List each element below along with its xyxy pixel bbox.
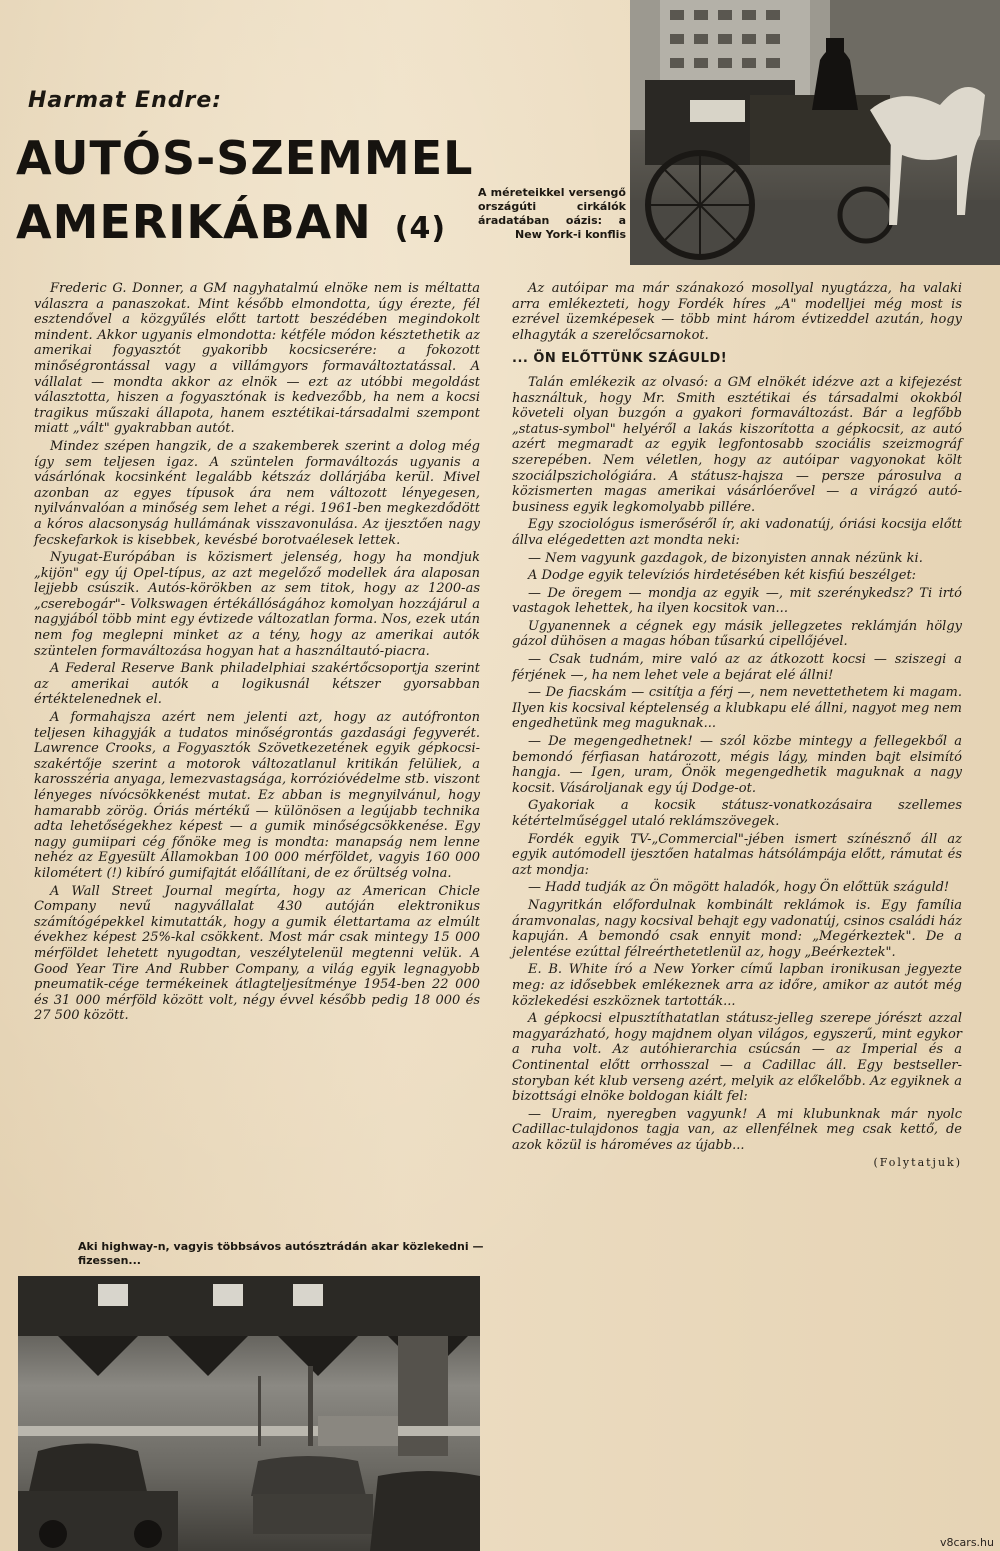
paragraph: A Federal Reserve Bank philadelphiai szakértőcsoportja szerint az amerikai autók a logikusnál kétszer gyorsabban értéktelenednek el. <box>34 661 480 708</box>
paragraph: — De fiacskám — csitítja a férj —, nem nevettethetem ki magam. Ilyen kis kocsival képtelenség a klubkapu elé állni, nagyot meg nem engedhetünk meg maguknak... <box>512 685 962 732</box>
site-watermark: v8cars.hu <box>940 1536 994 1549</box>
article-title <box>16 126 473 261</box>
paragraph: — Uraim, nyeregben vagyunk! A mi klubunknak már nyolc Cadillac-tulajdonos tagja van, az ellenfélnek meg csak kettő, de azok közül is hároméves az újabb... <box>512 1106 962 1153</box>
paragraph: Gyakoriak a kocsik státusz-vonatkozásaira szellemes kétértelműséggel utaló reklámszövegek. <box>512 798 962 829</box>
paragraph: A formahajsza azért nem jelenti azt, hogy az autófronton teljesen kihagyják a tudatos minőségrontás gazdasági fegyverét. Lawrence Crooks, a Fogyasztók Szövetkezetének egyik gépkocsi-szakértője szerint a motorok változatlanul kritikán felüliek, a karosszéria anyaga, lemezvastagsága, korrózióvédelme stb. viszont lényeges nívócsökkenést mutat. Ez abban is megnyilvánul, hogy hamarabb zörög. Óriás mértékű — különösen a legújabb technika adta lehetőségekhez képest — a gumik minőségcsökkenése. Egy nagy gumiipari cég főnöke meg is mondta: manapság nem lenne nehéz az Egyesült Államokban 100 000 mérföldet, vagyis 160 000 kilométert (!) kibíró gumifajtát előállítani, de ez őrültség volna. <box>34 710 480 881</box>
title-line-1: AUTÓS-SZEMMEL <box>16 131 474 185</box>
toll-photo-caption: Aki highway-n, vagyis többsávos autósztrádán akar közlekedni — fizessen... <box>78 1240 484 1267</box>
paragraph: E. B. White író a New Yorker című lapban ironikusan jegyezte meg: az idősebbek emlékeznek arra az időre, amikor az autót még közlekedési eszköznek tartották... <box>512 962 962 1009</box>
carriage-photo-caption: A méreteikkel versengő országúti cirkálók áradatában oázis: a New York-i konflis <box>478 186 626 241</box>
paragraph: Talán emlékezik az olvasó: a GM elnökét idézve azt a kifejezést használtuk, hogy Mr. Smith esztétikai és társadalmi okokból követeli olyan buzgón a gyakori formaváltozást. Bár a legfőbb „status-symbol" helyéről a lakás kiszorította a gépkocsit, az autó azért megmaradt az egyik legfontosabb szociális szeizmográf szerepében. Nem véletlen, hogy az autóipar vagyonokat költ szociálpszichológiára. A státusz-hajsza — persze párosulva a közismerten magas amerikai vásárlóerővel — a virágzó autó-business egyik legkomolyabb pillére. <box>512 374 962 515</box>
paragraph: — Csak tudnám, mire való az az átkozott kocsi — sziszegi a férjének —, ha nem lehet vele a bejárat elé állni! <box>512 652 962 683</box>
paragraph: A Wall Street Journal megírta, hogy az American Chicle Company nevű nagyvállalat 430 autóján elektronikus számítógépekkel kimutatták, hogy a gumik élettartama az elmúlt évekhez képest 25%-kal csökkent. Most már csak mintegy 15 000 mérföldet lehetett nyugodtan, veszélytelenül megtenni velük. A Good Year Tire And Rubber Company, a világ egyik legnagyobb pneumatik-cége termékeinek átlagteljesítménye 1954-ben 22 000 és 31 000 mérföld között volt, négy évvel később pedig 18 000 és 27 500 között. <box>34 883 480 1024</box>
continued-note: (Folytatjuk) <box>873 1156 962 1170</box>
section-subheading: ... ÖN ELŐTTÜNK SZÁGULD! <box>512 351 728 367</box>
left-text-column <box>34 281 480 1026</box>
intro-paragraph: Az autóipar ma már szánakozó mosollyal nyugtázza, ha valaki arra emlékezteti, hogy Fordék híres „A" modelljei még most is ezrével üzemképesek — több mint három évtizeddel azután, hogy elhagyták a szerelőcsarnokot. <box>512 281 962 343</box>
paragraph: Egy szociológus ismerőséről ír, aki vadonatúj, óriási kocsija előtt állva elégedetten azt mondta neki: <box>512 517 962 548</box>
title-line-2: AMERIKÁBAN <box>16 195 372 249</box>
paragraph: Frederic G. Donner, a GM nagyhatalmú elnöke nem is méltatta válaszra a panaszokat. Mint később elmondotta, úgy érezte, fél esztendővel a közgyűlés előtt tartott beszédében megindokolt mindent. Akkor ugyanis elmondotta: kétféle módon késztethetik az amerikai fogyasztót gyakoribb kocsicserére: a fokozott minőségrontással vagy a villámgyors formaváltoztatással. A vállalat — mondta akkor az elnök — ezt az utóbbi megoldást választotta, hiszen a fogyasztónak is kedvezőbb, ha nem a kocsi tragikus műszaki állapota, hanem esztétikai-társadalmi szempont miatt „vált" gyakrabban autót. <box>34 281 480 437</box>
author-byline: Harmat Endre: <box>28 88 223 113</box>
paragraph: A gépkocsi elpusztíthatatlan státusz-jelleg szerepe jórészt azzal magyarázható, hogy majdnem olyan világos, egyszerű, mint egykor a ruha volt. Az autóhierarchia csúcsán — az Imperial és a Continental előtt orrhosszal — a Cadillac áll. Egy bestseller-storyban két klub verseng azért, melyik az előkelőbb. Az egyiknek a bizottsági elnöke boldogan kiált fel: <box>512 1011 962 1105</box>
paragraph: Fordék egyik TV-„Commercial"-jében ismert színésznő áll az egyik autómodell ijesztően hatalmas hátsólámpája előtt, rámutat és azt mondja: <box>512 831 962 878</box>
paragraph: Nagyritkán előfordulnak kombinált reklámok is. Egy família áramvonalas, nagy kocsival behajt egy vadonatúj, csinos családi ház kapuján. A bemondó csak ennyit mond: „Megérkeztek". De a jelentése ezúttal félreérthetetlenül az, hogy „Beérkeztek". <box>512 897 962 960</box>
paragraph: A Dodge egyik televíziós hirdetésében két kisfiú beszélget: <box>528 568 917 584</box>
right-text-column <box>512 281 962 1171</box>
paragraph: Ugyanennek a cégnek egy másik jellegzetes reklámján hölgy gázol dühösen a magas hóban tűsarkú cipellőjével. <box>512 618 962 650</box>
paragraph: Mindez szépen hangzik, de a szakemberek szerint a dolog még így sem teljesen igaz. A szüntelen formaváltozás ugyanis a vásárlónak kocsinként legalább kétszáz dollárjába kerül. Mivel azonban az egyes típusok ára nem változott lényegesen, nyilvánvalóan a minőség sem lehet a régi. 1961-ben megkezdődött a kóros alacsonyság hullámának visszavonulása. Az ijesztően nagy fecskefarkok is kisebbek, kevésbé borotvaélesek lettek. <box>34 438 480 548</box>
paragraph: Nyugat-Európában is közismert jelenség, hogy ha mondjuk „kijön" egy új Opel-típus, az azt megelőző modellek ára alaposan lejjebb csúszik. Autós-körökben az sem titok, hogy az 1200-as „cserebogár"- Volkswagen értékállóságához komolyan hozzájárul a nagyjából több mint egy évtizede változatlan forma. Nos, ezek után nem fog meglepni minket az a tény, hogy az amerikai autók szüntelen formaváltozása hogyan hat a használtautó-piacra. <box>34 550 480 659</box>
paragraph: — Hadd tudják az Ön mögött haladók, hogy Ön előttük száguld! <box>528 880 950 896</box>
paragraph: — Nem vagyunk gazdagok, de bizonyisten annak nézünk ki. <box>528 550 923 566</box>
toll-plaza-photo <box>18 1276 480 1551</box>
title-part-number: (4) <box>394 211 447 246</box>
paragraph: — De öregem — mondja az egyik —, mit szerénykedsz? Ti irtó vastagok lehettek, ha ilyen kocsitok van... <box>512 585 962 617</box>
carriage-photo <box>630 0 1000 265</box>
paragraph: — De megengedhetnek! — szól közbe mintegy a fellegekből a bemondó férfiasan határozott, mégis lágy, minden bajt elsimító hangja. — Igen, uram, Önök megengedhetik maguknak a nagy kocsit. Vásároljanak egy új Dodge-ot. <box>512 734 962 796</box>
